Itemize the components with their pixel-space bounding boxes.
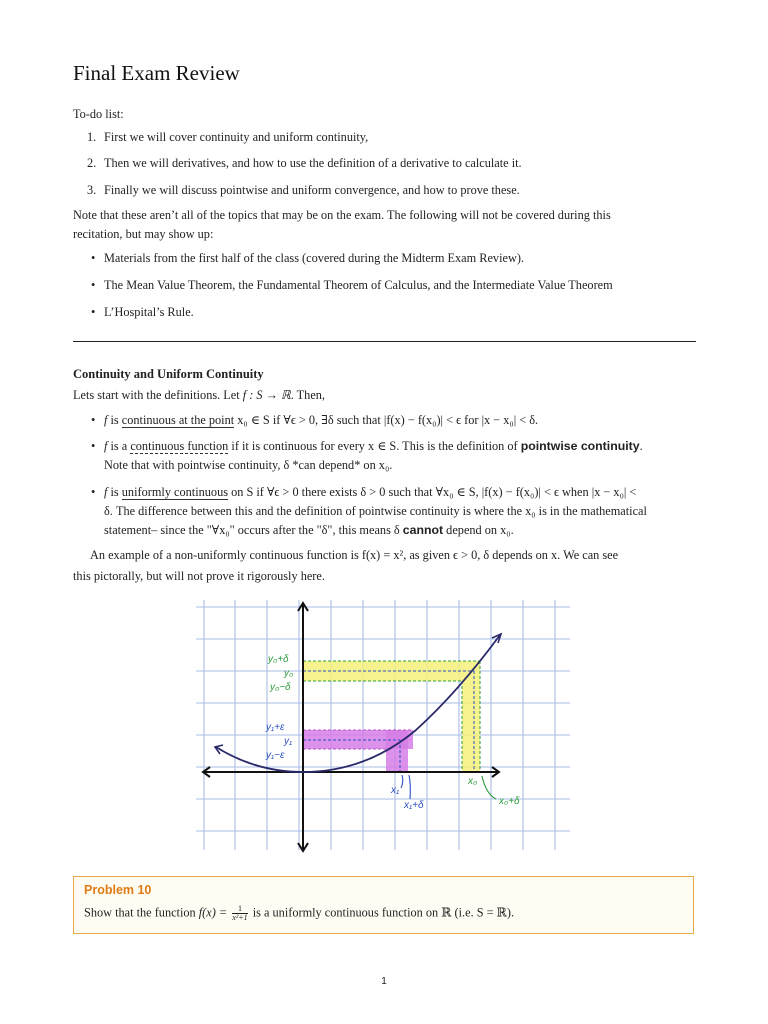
term-underlined: continuous at the point bbox=[121, 413, 235, 427]
note-bullet-3 bbox=[91, 303, 194, 322]
problem-text bbox=[84, 905, 514, 922]
problem-text-end: is a uniformly continuous function on ℝ (i.e. S = ℝ). bbox=[249, 905, 515, 920]
label-y1-plus-eps: y₁+ε bbox=[266, 722, 285, 733]
problem-text-start: Show that the function bbox=[84, 905, 199, 920]
label-pointers bbox=[401, 775, 496, 799]
def-text: is a bbox=[107, 439, 131, 453]
bullet-dot: • bbox=[91, 305, 96, 319]
bullet-dot: • bbox=[91, 439, 96, 453]
todo-text: First we will cover continuity and uniform continuity, bbox=[104, 130, 369, 144]
fraction-denominator: x²+1 bbox=[232, 913, 248, 922]
note-bullet-text: Materials from the first half of the class (covered during the Midterm Exam Review). bbox=[104, 251, 525, 265]
bullet-dot: • bbox=[91, 413, 96, 427]
definition-continuous-point bbox=[91, 411, 539, 430]
todo-item-1 bbox=[87, 128, 369, 147]
todo-number: 2. bbox=[87, 156, 97, 170]
label-x1-plus-delta: x₁+δ bbox=[404, 800, 424, 811]
problem-math: f(x) = bbox=[198, 905, 231, 920]
def-text-line-3 bbox=[104, 521, 647, 540]
f-symbol: f bbox=[104, 413, 108, 427]
def-text-line-2: δ. The difference between this and the definition of pointwise continuity is where the x₀ is in the mathematical bbox=[104, 504, 647, 518]
f-symbol: f bbox=[104, 485, 108, 499]
term-bold: cannot bbox=[402, 523, 444, 537]
term-underlined: continuous function bbox=[130, 439, 229, 453]
todo-text: Then we will derivatives, and how to use the definition of a derivative to calculate it. bbox=[104, 156, 522, 170]
section-intro bbox=[73, 386, 325, 404]
term-bold: pointwise continuity bbox=[520, 439, 640, 453]
label-y0: y₀ bbox=[284, 668, 294, 679]
note-bullet-2 bbox=[91, 276, 613, 295]
label-y0-minus-delta: y₀−δ bbox=[270, 682, 291, 693]
label-x1: x₁ bbox=[391, 785, 400, 796]
page-number: 1 bbox=[381, 976, 387, 987]
note-bullet-text: The Mean Value Theorem, the Fundamental Theorem of Calculus, and the Intermediate Value Theorem bbox=[104, 278, 613, 292]
note-bullet-1 bbox=[91, 249, 525, 268]
definition-uniform-continuity bbox=[91, 483, 647, 540]
problem-box bbox=[73, 876, 694, 934]
todo-number: 1. bbox=[87, 130, 97, 144]
problem-title: Problem 10 bbox=[84, 883, 152, 897]
intro-text: Lets start with the definitions. Let bbox=[73, 388, 243, 402]
todo-item-3 bbox=[87, 181, 520, 200]
intro-text-end: . Then, bbox=[290, 388, 326, 402]
def-text: if it is continuous for every x ∈ S. This is the definition of bbox=[228, 439, 521, 453]
bullet-dot: • bbox=[91, 485, 96, 499]
def-text: x₀ ∈ S if ∀ϵ > 0, ∃δ such that |f(x) − f(x₀)| < ϵ for |x − x₀| < δ. bbox=[234, 413, 539, 427]
label-y0-plus-delta: y₀+δ bbox=[268, 654, 289, 665]
def-text: is bbox=[107, 413, 122, 427]
label-x0-plus-delta: x₀+δ bbox=[499, 796, 520, 807]
example-line-2: this pictorally, but will not prove it rigorously here. bbox=[73, 569, 325, 583]
todo-text: Finally we will discuss pointwise and uniform convergence, and how to prove these. bbox=[104, 183, 520, 197]
todo-intro: To-do list: bbox=[73, 107, 124, 121]
definition-continuous-function bbox=[91, 437, 643, 475]
def-text: on S if ∀ϵ > 0 there exists δ > 0 such that ∀x₀ ∈ S, |f(x) − f(x₀)| < ϵ when |x − x₀| < bbox=[228, 485, 637, 499]
def-text: . bbox=[639, 439, 643, 453]
def-text-line-2: Note that with pointwise continuity, δ *can depend* on x₀. bbox=[104, 458, 393, 472]
axes bbox=[203, 603, 499, 851]
bullet-dot: • bbox=[91, 278, 96, 292]
section-title: Continuity and Uniform Continuity bbox=[73, 367, 264, 381]
term-underlined: uniformly continuous bbox=[121, 485, 229, 499]
def-text: depend on x₀. bbox=[443, 523, 514, 537]
bullet-dot: • bbox=[91, 251, 96, 265]
note-bullet-text: L’Hospital’s Rule. bbox=[104, 305, 194, 319]
horizontal-rule bbox=[73, 341, 696, 342]
def-text: statement– since the "∀x₀" occurs after the "δ", this means δ bbox=[104, 523, 403, 537]
magenta-epsilon-region bbox=[303, 730, 413, 772]
grid bbox=[196, 600, 570, 850]
example-line-1: An example of a non-uniformly continuous function is f(x) = x², as given ϵ > 0, δ depends on x. We can see bbox=[90, 548, 619, 562]
continuity-figure bbox=[196, 594, 576, 856]
label-x0: x₀ bbox=[468, 776, 478, 787]
label-y1: y₁ bbox=[284, 736, 293, 747]
todo-item-2 bbox=[87, 154, 522, 173]
todo-number: 3. bbox=[87, 183, 97, 197]
f-symbol: f bbox=[104, 439, 108, 453]
fraction-numerator: 1 bbox=[232, 905, 247, 914]
def-text: is bbox=[107, 485, 122, 499]
fraction bbox=[232, 905, 247, 922]
note-line-1: Note that these aren’t all of the topics that may be on the exam. The following will not be covered during this bbox=[73, 208, 611, 222]
intro-math: f : S → ℝ bbox=[242, 388, 291, 402]
note-line-2: recitation, but may show up: bbox=[73, 227, 214, 241]
page-title: Final Exam Review bbox=[73, 61, 240, 85]
label-y1-minus-eps: y₁−ε bbox=[266, 750, 285, 761]
